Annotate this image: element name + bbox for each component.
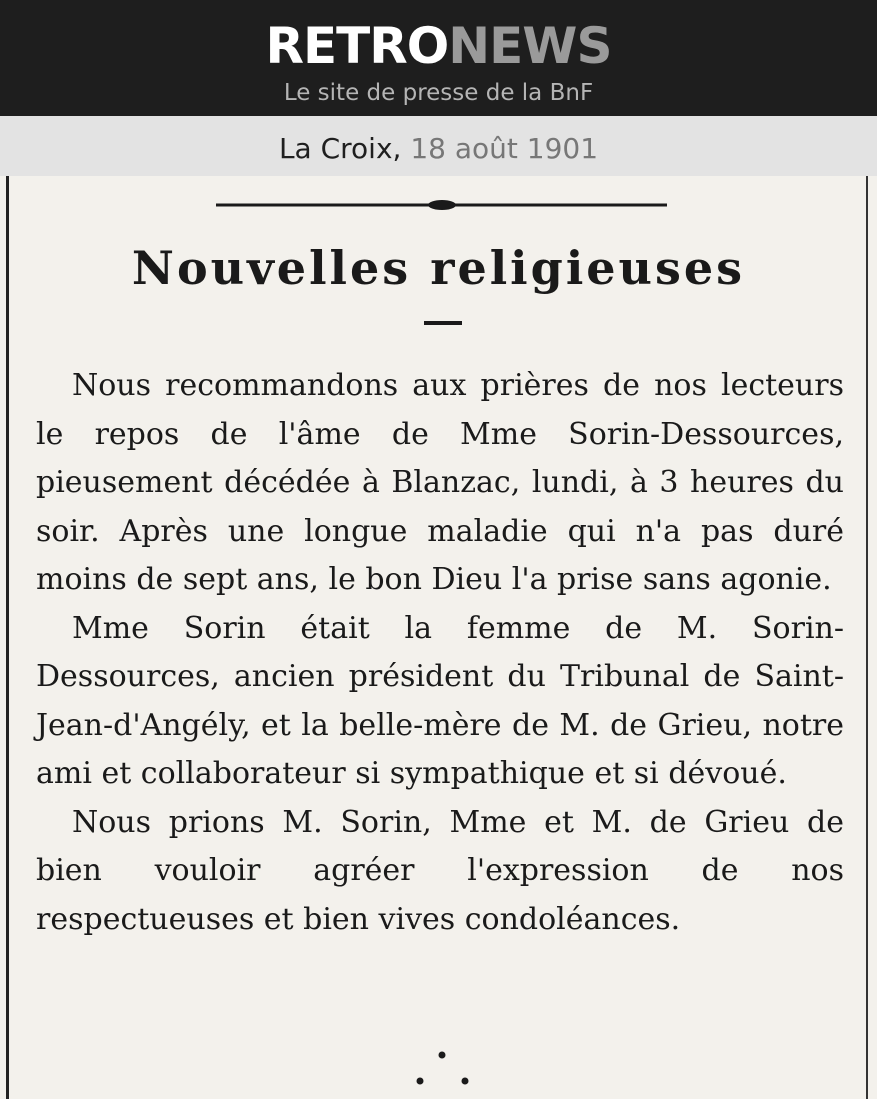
article-paragraph: Nous prions M. Sorin, Mme et M. de Grieu de bien vouloir agréer l'expression de nos respectueuses et bien vives condoléances. — [36, 804, 844, 937]
logo-news: NEWS — [448, 17, 612, 75]
newspaper-name: La Croix, — [278, 132, 402, 165]
site-tagline: Le site de presse de la BnF — [283, 80, 594, 106]
publication-date: 18 août 1901 — [410, 132, 599, 165]
logo-retro: RETRO — [265, 17, 449, 75]
article-paragraph: Mme Sorin était la femme de M. Sorin-Dessources, ancien président du Tribunal de Saint-Jean-d'Angély, et la belle-mère de M. de Grieu, notre ami et collaborateur si sympathique et si dévoué. — [36, 610, 844, 791]
article-paragraph: Nous recommandons aux prières de nos lecteurs le repos de l'âme de Mme Sorin-Dessources, pieusement décédée à Blanzac, lundi, à 3 heures du soir. Après une longue maladie qui n'a pas duré moins de sept ans, le bon Dieu l'a prise sans agonie. — [36, 368, 844, 597]
article-title: Nouvelles religieuses — [131, 241, 746, 295]
